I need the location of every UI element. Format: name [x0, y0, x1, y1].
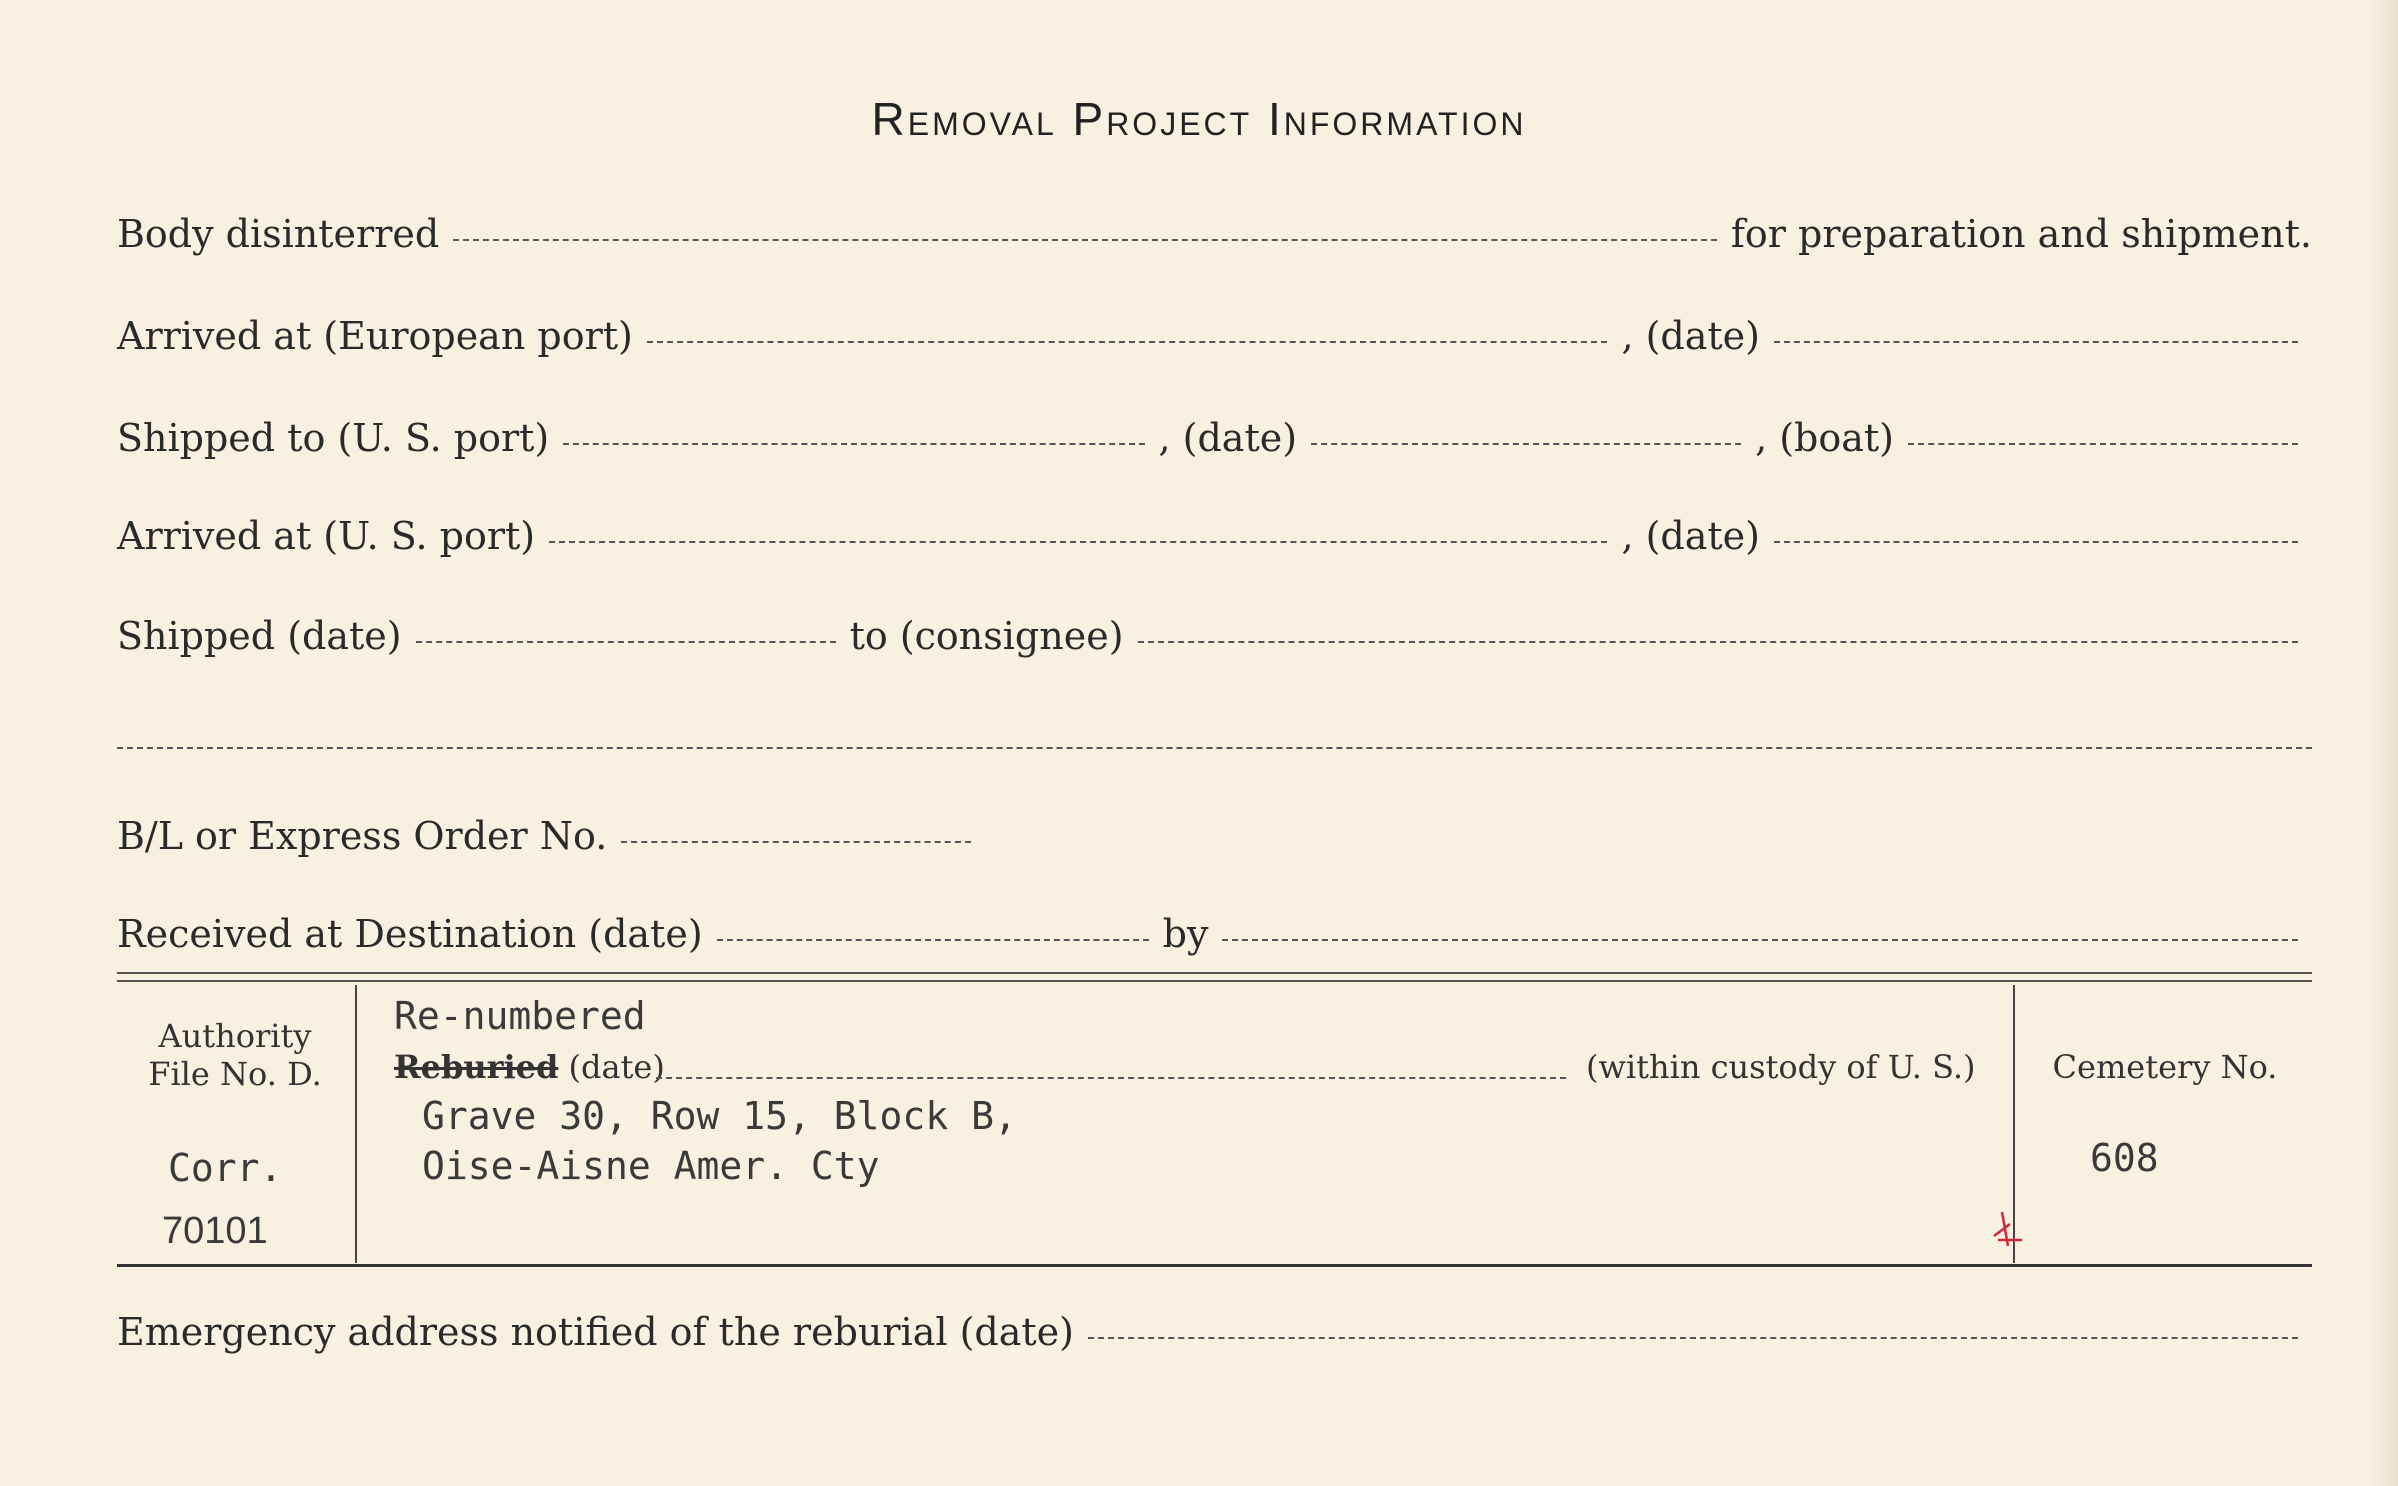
arrived-european-label: Arrived at (European port): [117, 314, 633, 358]
cemetery-number: 608: [2090, 1136, 2159, 1180]
consignee-label: to (consignee): [849, 614, 1124, 658]
arrived-us-date-field: [1774, 541, 2298, 543]
reburied-date-label: (date): [568, 1048, 665, 1086]
row-emergency: [117, 1310, 2312, 1354]
arrived-european-date-field: [1774, 341, 2298, 343]
consignee-field: [1138, 641, 2298, 643]
shipped-to-date-label: , (date): [1158, 416, 1298, 460]
red-check-mark-icon: [1988, 1206, 2028, 1250]
received-date-field: [717, 939, 1149, 941]
corr-text: Corr.: [168, 1146, 283, 1190]
arrived-us-label: Arrived at (U. S. port): [117, 514, 536, 558]
shipped-date-field: [416, 641, 836, 643]
bl-order-field: [621, 841, 971, 843]
shipped-to-label: Shipped to (U. S. port): [117, 416, 550, 460]
row-arrived-us: [117, 514, 2312, 558]
emergency-date-field: [1088, 1337, 2298, 1339]
body-disinterred-field: [453, 239, 1717, 241]
row-bl-order: [117, 814, 985, 858]
shipped-to-field: [563, 443, 1144, 445]
authority-label: [130, 1017, 340, 1093]
row-received: [117, 912, 2312, 956]
custody-label: (within custody of U. S.): [1586, 1048, 1976, 1086]
authority-label-line-2: File No. D.: [148, 1055, 322, 1093]
arrived-us-field: [549, 541, 1607, 543]
body-disinterred-label: Body disinterred: [117, 212, 440, 256]
received-by-field: [1222, 939, 2298, 941]
row-shipped-to: [117, 416, 2312, 460]
box-top-rule: [117, 972, 2312, 982]
shipped-date-label: Shipped (date): [117, 614, 402, 658]
box-bottom-rule: [117, 1264, 2312, 1267]
reburied-date-field: [656, 1077, 1566, 1079]
emergency-label: Emergency address notified of the reburial (date): [117, 1310, 1074, 1354]
shipped-to-date-field: [1311, 443, 1741, 445]
reburied-struck-label: Reburied: [394, 1048, 559, 1086]
received-label: Received at Destination (date): [117, 912, 703, 956]
consignee-continuation-line: [117, 747, 2312, 749]
arrived-european-field: [647, 341, 1608, 343]
cemetery-name-text: Oise-Aisne Amer. Cty: [422, 1144, 880, 1188]
boat-field: [1908, 443, 2298, 445]
card-title: Removal Project Information: [871, 93, 1527, 145]
arrived-european-date-label: , (date): [1621, 314, 1760, 358]
grave-location-text: Grave 30, Row 15, Block B,: [422, 1094, 1017, 1138]
row-arrived-european: [117, 314, 2312, 358]
arrived-us-date-label: , (date): [1621, 514, 1760, 558]
preparation-label: for preparation and shipment.: [1730, 212, 2312, 256]
bl-order-label: B/L or Express Order No.: [117, 814, 608, 858]
boat-label: , (boat): [1755, 416, 1894, 460]
cemetery-no-label: Cemetery No.: [2052, 1048, 2278, 1086]
renumbered-text: Re-numbered: [394, 994, 646, 1038]
row-body-disinterred: [117, 212, 2312, 256]
file-number: 70101: [162, 1210, 268, 1252]
reburied-line: [394, 1048, 665, 1086]
box-divider-left: [355, 985, 357, 1263]
row-shipped-date: [117, 614, 2312, 658]
authority-label-line-1: Authority: [158, 1017, 312, 1055]
by-label: by: [1162, 912, 1209, 956]
